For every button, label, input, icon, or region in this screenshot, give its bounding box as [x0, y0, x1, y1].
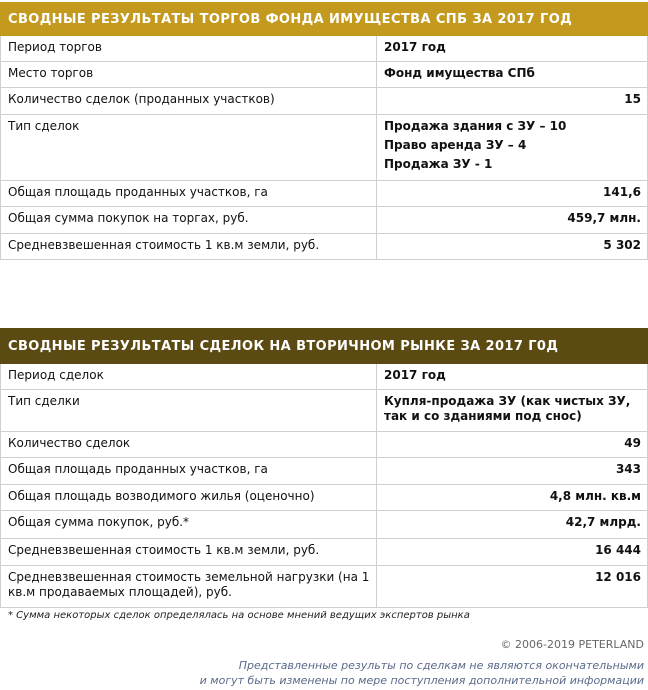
- row-label: Средневзвешенная стоимость 1 кв.м земли, руб.: [1, 539, 377, 565]
- row-value: 16 444: [595, 543, 641, 557]
- row-value: 459,7 млн.: [567, 211, 641, 225]
- table-row: [1, 115, 647, 181]
- row-label: Место торгов: [1, 62, 377, 87]
- row-value: Фонд имущества СПб: [384, 66, 535, 80]
- row-label: Общая площадь проданных участков, га: [1, 181, 377, 206]
- row-label: Количество сделок: [1, 432, 377, 457]
- table-row: [1, 432, 647, 458]
- table-row: [1, 539, 647, 566]
- footnote: * Сумма некоторых сделок определялась на основе мнений ведущих экспертов рынка: [8, 610, 470, 621]
- table-row: [1, 234, 647, 260]
- table-row: [1, 390, 647, 432]
- row-value: 12 016: [595, 570, 641, 584]
- table-row: [1, 181, 647, 207]
- row-label: Средневзвешенная стоимость земельной нагрузки (на 1 кв.м продаваемых площадей), руб.: [1, 566, 377, 607]
- row-value: 343: [615, 462, 641, 476]
- table-row: [1, 88, 647, 115]
- row-label: Период сделок: [1, 364, 377, 389]
- table-row: [1, 62, 647, 88]
- auction-table-title: СВОДНЫЕ РЕЗУЛЬТАТЫ ТОРГОВ ФОНДА ИМУЩЕСТВА СПБ ЗА 2017 ГОД: [0, 2, 648, 36]
- row-value: 42,7 млрд.: [565, 515, 641, 529]
- table-row: [1, 36, 647, 62]
- row-label: Общая сумма покупок, руб.*: [1, 511, 377, 538]
- table-row: [1, 511, 647, 539]
- disclaimer-line: Представленные результы по сделкам не являются окончательными: [238, 659, 644, 672]
- table-row: [1, 485, 647, 511]
- row-label: Общая площадь возводимого жилья (оценочно): [1, 485, 377, 510]
- row-label: Общая площадь проданных участков, га: [1, 458, 377, 484]
- deal-type-line: Право аренда ЗУ – 4: [384, 138, 527, 152]
- row-label: Тип сделки: [1, 390, 377, 431]
- row-value: 4,8 млн. кв.м: [549, 489, 641, 503]
- deal-type-line: Продажа здания с ЗУ – 10: [384, 119, 567, 133]
- row-label: Тип сделок: [1, 115, 377, 180]
- row-value: 2017 год: [384, 368, 446, 382]
- row-value: 141,6: [603, 185, 641, 199]
- copyright: © 2006-2019 PETERLAND: [500, 638, 644, 651]
- secondary-market-table: [0, 328, 648, 608]
- row-value: 49: [624, 436, 641, 450]
- row-value: 15: [624, 92, 641, 106]
- row-value: Купля-продажа ЗУ (как чистых ЗУ, так и со зданиями под снос): [384, 394, 631, 423]
- row-value: 2017 год: [384, 40, 446, 54]
- row-label: Количество сделок (проданных участков): [1, 88, 377, 114]
- disclaimer: [200, 658, 644, 688]
- row-label: Общая сумма покупок на торгах, руб.: [1, 207, 377, 233]
- table-row: [1, 566, 647, 608]
- row-label: Средневзвешенная стоимость 1 кв.м земли, руб.: [1, 234, 377, 259]
- table-row: [1, 458, 647, 485]
- disclaimer-line: и могут быть изменены по мере поступления дополнительной информации: [199, 674, 644, 687]
- auction-results-table: [0, 2, 648, 260]
- row-label: Период торгов: [1, 36, 377, 61]
- deal-type-line: Продажа ЗУ - 1: [384, 157, 493, 171]
- table-row: [1, 207, 647, 234]
- row-value: [377, 115, 647, 180]
- table-row: [1, 364, 647, 390]
- secondary-table-title: СВОДНЫЕ РЕЗУЛЬТАТЫ СДЕЛОК НА ВТОРИЧНОМ РЫНКЕ ЗА 2017 Г0Д: [0, 328, 648, 364]
- row-value: 5 302: [603, 238, 641, 252]
